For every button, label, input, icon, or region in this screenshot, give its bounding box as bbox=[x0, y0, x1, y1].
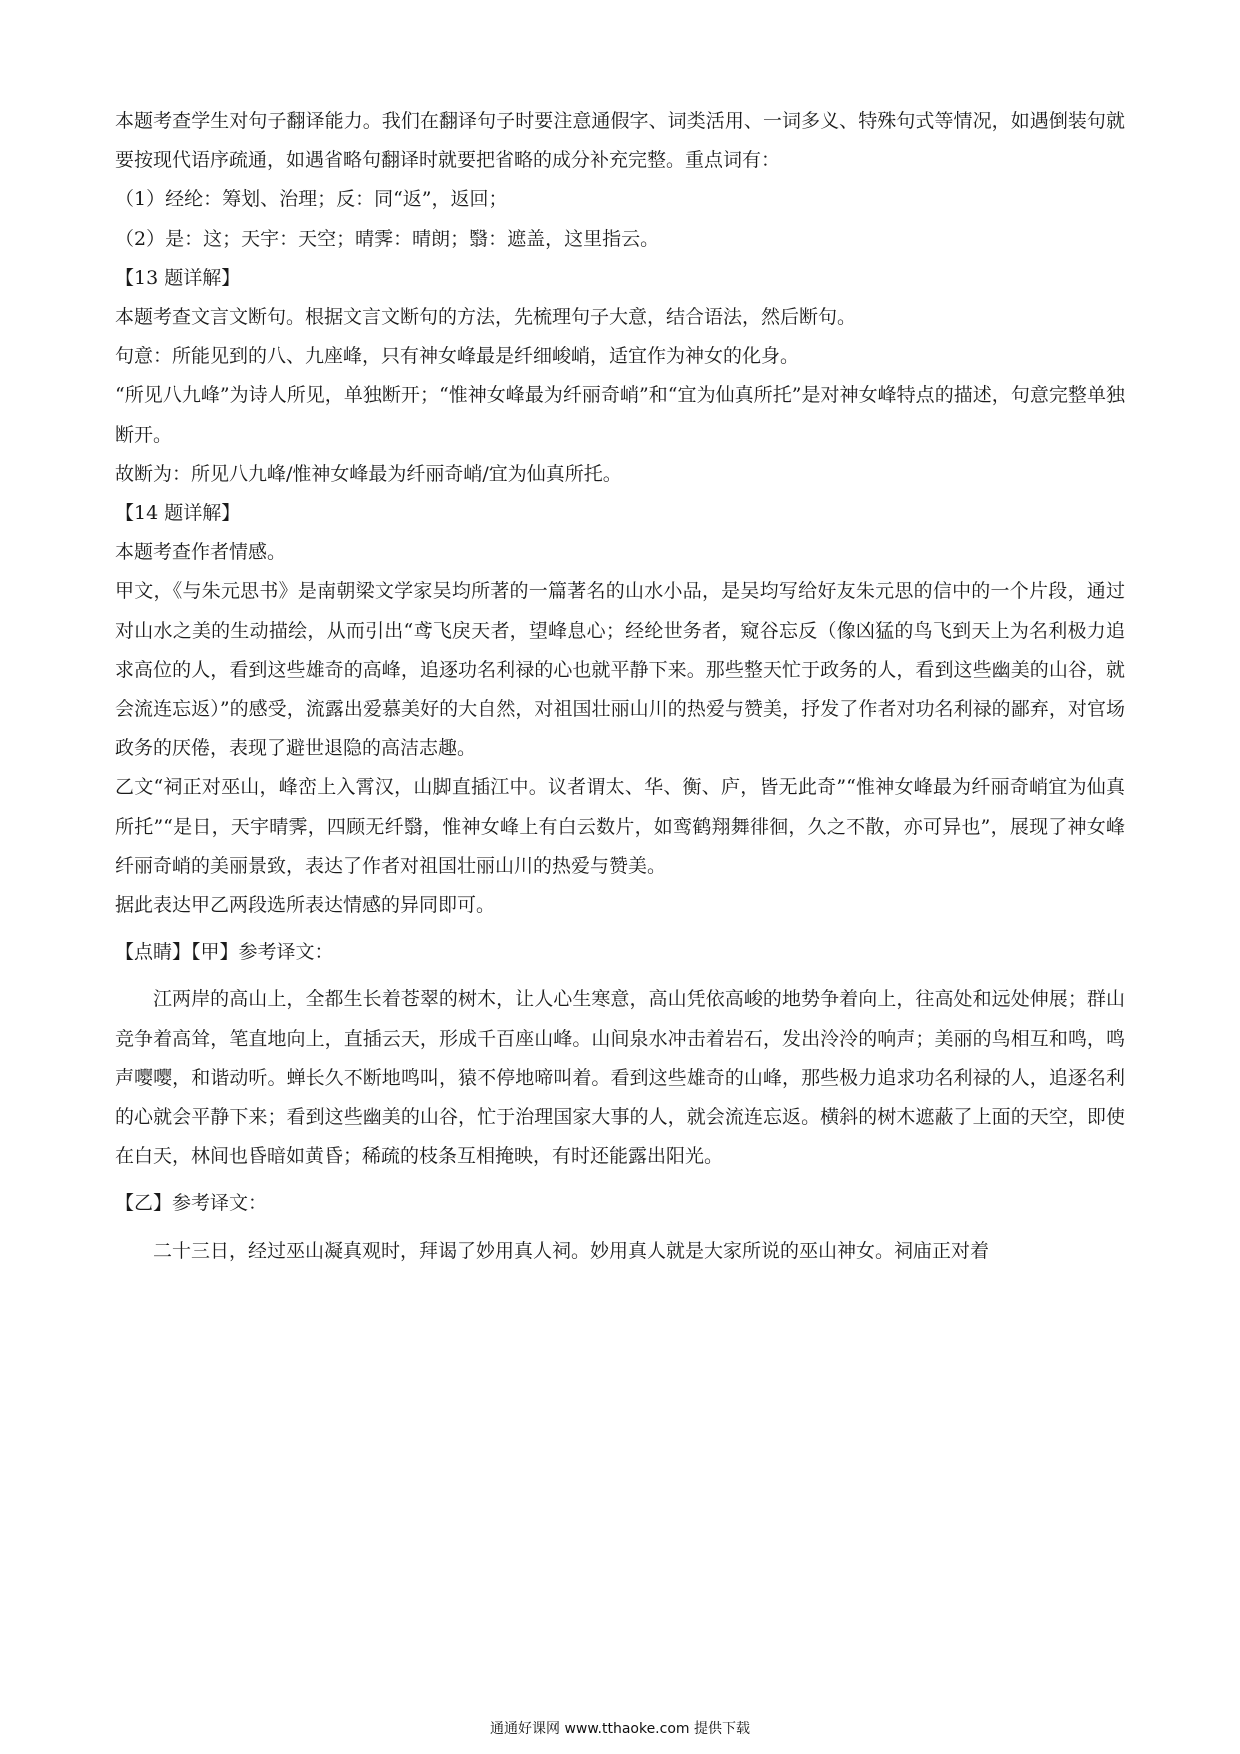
paragraph-keyword-1: （1）经纶：筹划、治理；反：同“返”，返回； bbox=[115, 188, 508, 211]
paragraph-jia-translation: 江两岸的高山上，全都生长着苍翠的树木，让人心生寒意，高山凭依高峻的地势争着向上，往高处和远处伸展；群山竞争着高耸，笔直地向上，直插云天，形成千百座山峰。山间泉水冲击着岩石，发出泠泠的响声；美丽的鸟相互和鸣，鸣声嘤嘤，和谐动听。蝉长久不断地鸣叫，猿不停地啼叫着。看到这些雄奇的山峰，那些极力追求功名利禄的人，追逐名利的心就会平静下来；看到这些幽美的山谷，忙于治理国家大事的人，就会流连忘返。横斜的树木遮蔽了上面的天空，即使在白天，林间也昏暗如黄昏；稀疏的枝条互相掩映，有时还能露出阳光。 bbox=[115, 988, 1125, 1168]
heading-yi-translation: 【乙】参考译文： bbox=[115, 1192, 268, 1215]
heading-question-14: 【14 题详解】 bbox=[115, 502, 241, 525]
paragraph-yi-translation: 二十三日，经过巫山凝真观时，拜谒了妙用真人祠。妙用真人就是大家所说的巫山神女。祠庙正对着 bbox=[153, 1239, 990, 1262]
paragraph-keyword-2: （2）是：这；天宇：天空；晴霁：晴朗；翳：遮盖，这里指云。 bbox=[115, 227, 660, 250]
paragraph-q13-analysis: “所见八九峰”为诗人所见，单独断开；“惟神女峰最为纤丽奇峭”和“宜为仙真所托”是对神女峰特点的描述，句意完整单独断开。 bbox=[115, 384, 1125, 446]
paragraph-q13-meaning: 句意：所能见到的八、九座峰，只有神女峰最是纤细峻峭，适宜作为神女的化身。 bbox=[115, 345, 800, 368]
page-footer: 通通好课网 www.tthaoke.com 提供下载 bbox=[490, 1721, 750, 1737]
heading-question-13: 【13 题详解】 bbox=[115, 266, 241, 289]
paragraph-q14-intro: 本题考查作者情感。 bbox=[115, 541, 287, 564]
paragraph-q13-answer: 故断为：所见八九峰/惟神女峰最为纤丽奇峭/宜为仙真所托。 bbox=[115, 462, 622, 485]
document-body bbox=[115, 102, 1125, 1271]
paragraph-translation-intro: 本题考查学生对句子翻译能力。我们在翻译句子时要注意通假字、词类活用、一词多义、特殊句式等情况，如遇倒装句就要按现代语序疏通，如遇省略句翻译时就要把省略的成分补充完整。重点词有： bbox=[115, 110, 1125, 172]
heading-dianjing-jia: 【点睛】【甲】参考译文： bbox=[115, 941, 334, 964]
paragraph-q14-jia: 甲文，《与朱元思书》是南朝梁文学家吴均所著的一篇著名的山水小品，是吴均写给好友朱元思的信中的一个片段，通过对山水之美的生动描绘，从而引出“鸢飞戾天者，望峰息心；经纶世务者，窥谷忘反（像凶猛的鸟飞到天上为名利极力追求高位的人，看到这些雄奇的高峰，追逐功名利禄的心也就平静下来。那些整天忙于政务的人，看到这些幽美的山谷，就会流连忘返）”的感受，流露出爱慕美好的大自然，对祖国壮丽山川的热爱与赞美，抒发了作者对功名利禄的鄙弃，对官场政务的厌倦，表现了避世退隐的高洁志趣。 bbox=[115, 580, 1125, 760]
paragraph-q14-yi: 乙文“祠正对巫山，峰峦上入霄汉，山脚直插江中。议者谓太、华、衡、庐，皆无此奇”“惟神女峰最为纤丽奇峭宜为仙真所托”“是日，天宇晴霁，四顾无纤翳，惟神女峰上有白云数片，如鸾鹤翔舞徘徊，久之不散，亦可异也”，展现了神女峰纤丽奇峭的美丽景致，表达了作者对祖国壮丽山川的热爱与赞美。 bbox=[115, 776, 1125, 877]
paragraph-q13-intro: 本题考查文言文断句。根据文言文断句的方法，先梳理句子大意，结合语法，然后断句。 bbox=[115, 306, 857, 329]
paragraph-q14-conclusion: 据此表达甲乙两段选所表达情感的异同即可。 bbox=[115, 894, 496, 917]
